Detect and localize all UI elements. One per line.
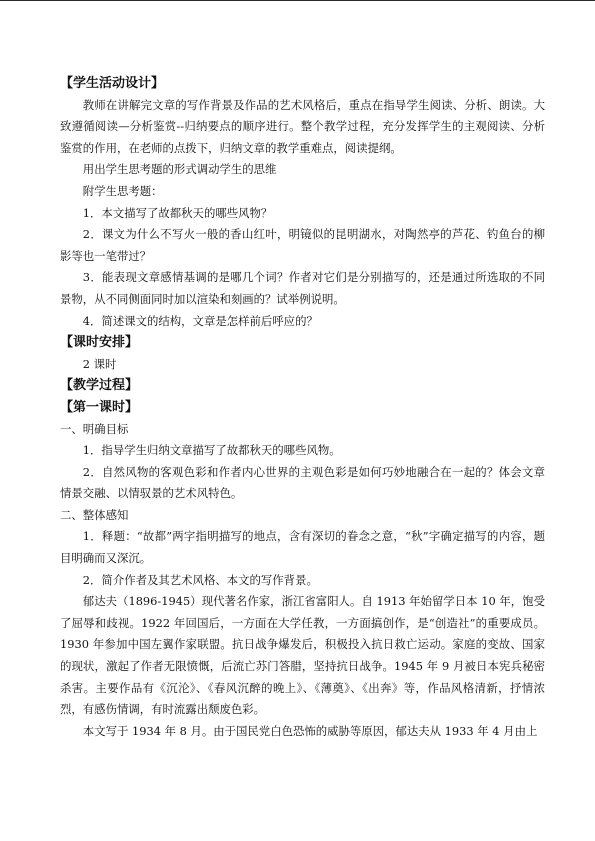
paragraph-writing-background: 本文写于 1934 年 8 月。由于国民党白色恐怖的威胁等原因，郁达夫从 1933 年 4 月由上 [82,723,538,738]
document-page [60,73,545,742]
paragraph-questions-intro: 附学生思考题： [82,183,163,198]
heading-first-lesson: 【第一课时】 [60,399,139,415]
paragraph-lesson-count: 2 课时 [82,356,117,371]
section-goals: 一、明确目标 [60,421,129,436]
paragraph-activity-description: 教师在讲解完文章的写作背景及作品的艺术风格后，重点在指导学生阅读、分析、朗读。大致遵循阅读—分析鉴赏--归纳要点的顺序进行。整个教学过程，充分发挥学生的主观阅读、分析鉴赏的作用，在老师的点拨下，归纳文章的教学重难点，阅读提纲。 [60,97,545,155]
overview-author-intro: 2．简介作者及其艺术风格、本文的写作背景。 [82,572,318,587]
paragraph-author-biography: 郁达夫（1896-1945）现代著名作家，浙江省富阳人。自 1913 年始留学日本 10 年，饱受了屈辱和歧视。1922 年回国后，一方面在大学任教，一方面搞创作，是“创造社”的重要成员。1930 年参加中国左翼作家联盟。抗日战争爆发后，积极投入抗日救亡运动。家庭的变故、国家的现状，激起了作者无限愤慨，后流亡苏门答腊，坚持抗日战争。1945 年 9 月被日本宪兵秘密杀害。主要作品有《沉沦》、《春风沉醉的晚上》、《薄奠》、《出奔》等，作品风格清新，抒情浓烈，有感伤情调，有时流露出颓废色彩。 [60,594,545,717]
section-overview: 二、整体感知 [60,507,129,522]
heading-teaching-process: 【教学过程】 [60,378,139,394]
question-1: 1．本文描写了故都秋天的哪些风物？ [82,205,273,220]
heading-student-activity: 【学生活动设计】 [60,76,165,91]
paragraph-thinking-method: 用出学生思考题的形式调动学生的思维 [82,162,277,177]
question-4: 4．简述课文的结构，文章是怎样前后呼应的？ [82,313,318,328]
question-3: 3．能表现文章感情基调的是哪几个词？作者对它们是分别描写的，还是通过所选取的不同景物，从不同侧面同时加以渲染和刻画的？试举例说明。 [60,270,545,306]
top-rule [0,0,595,1]
heading-schedule: 【课时安排】 [60,335,139,351]
overview-title-explanation: 1．释题：“故都”两字指明描写的地点，含有深切的眷念之意，“秋”字确定描写的内容，题目明确而又深沉。 [60,529,545,566]
question-2: 2．课文为什么不写火一般的香山红叶，明镜似的昆明湖水，对陶然亭的芦花、钓鱼台的柳影等也一笔带过？ [60,227,545,263]
goal-2: 2．自然风物的客观色彩和作者内心世界的主观色彩是如何巧妙地融合在一起的？体会文章情景交融、以情驭景的艺术风特色。 [60,464,545,501]
goal-1: 1．指导学生归纳文章描写了故都秋天的哪些风物。 [82,443,341,458]
